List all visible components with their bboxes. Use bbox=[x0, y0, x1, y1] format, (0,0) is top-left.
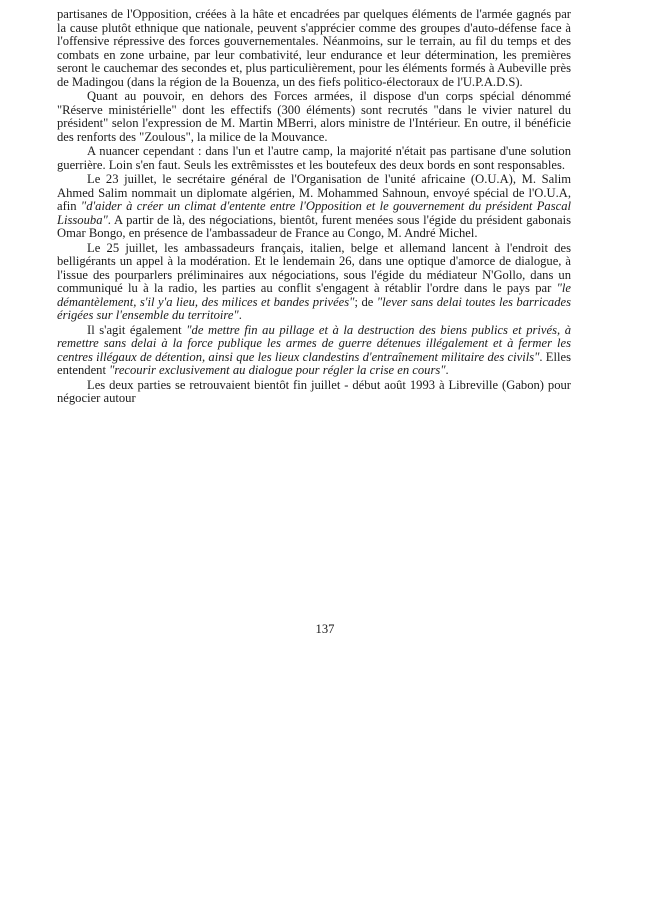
paragraph bbox=[57, 379, 571, 406]
quoted-text: "d'aider à créer un climat d'entente entre l'Opposition et le gouvernement du président Pascal Lissouba" bbox=[57, 199, 571, 227]
text-run: ; de bbox=[354, 294, 377, 309]
paragraph bbox=[57, 90, 571, 144]
text-run: . Elles entendent bbox=[57, 349, 571, 377]
text-run: partisanes de l'Opposition, créées à la hâte et encadrées par quelques éléments de l'armée gagnés par la cause plutôt ethnique que nationale, peuvent s'apprécier comme des groupes d'auto-défense face à l'offensive répressive des forces gouvernementales. Néanmoins, sur le terrain, au fil du temps et des combats en zone urbaine, par leur combativité, leur endurance et leur détermination, les premières seront le cauchemar des secondes et, plus particulièrement, pour les éléments formés à Aubeville près de Madingou (dans la région de la Bouenza, un des fiefs politico-électoraux de l'U.P.A.D.S). bbox=[57, 7, 571, 89]
paragraph bbox=[57, 173, 571, 241]
text-run: Le 25 juillet, les ambassadeurs français, italien, belge et allemand lancent à l'endroit des belligérants un appel à la modération. Et le lendemain 26, dans une optique d'amorce de dialogue, à l'issue des pourparlers préliminaires aux négociations, sous l'égide du médiateur N'Gollo, dans un communiqué lu à la radio, les parties au conflit s'engagent à rétablir l'ordre dans le pays par bbox=[57, 240, 571, 295]
paragraph bbox=[57, 242, 571, 323]
quoted-text: "de mettre fin au pillage et à la destruction des biens publics et privés, à remettre sans delai à la force publique les armes de guerre détenues illégalement et à fermer les centres illégaux de détention, ainsi que les lieux clandestins d'entraînement militaire des civils" bbox=[57, 322, 571, 364]
text-run: Quant au pouvoir, en dehors des Forces armées, il dispose d'un corps spécial dénommé "Réserve ministérielle" dont les effectifs (300 éléments) sont recrutés "dans le vivier naturel du président" selon l'expression de M. Martin MBerri, alors ministre de l'Intérieur. En outre, il bénéficie des renforts des "Zoulous", la milice de la Mouvance. bbox=[57, 89, 571, 144]
quoted-text: "lever sans delai toutes les barricades érigées sur l'ensemble du territoire" bbox=[57, 294, 572, 322]
page-number: 137 bbox=[315, 622, 335, 636]
paragraph bbox=[57, 8, 571, 89]
text-run: Il s'agit également bbox=[87, 322, 187, 337]
quoted-text: "recourir exclusivement au dialogue pour régler la crise en cours" bbox=[109, 363, 446, 377]
page-body bbox=[57, 8, 571, 406]
text-run: . A partir de là, des négociations, bientôt, furent menées sous l'égide du président gabonais Omar Bongo, en présence de l'ambassadeur de France au Congo, M. André Michel. bbox=[57, 212, 571, 240]
text-run: Les deux parties se retrouvaient bientôt fin juillet - début août 1993 à Libreville (Gabon) pour négocier autour bbox=[57, 377, 571, 405]
paragraph bbox=[57, 145, 571, 172]
text-run: . bbox=[445, 363, 449, 377]
text-run: . bbox=[238, 308, 242, 322]
quoted-text: "le démantèlement, s'il y'a lieu, des milices et bandes privées" bbox=[57, 281, 571, 309]
text-run: Le 23 juillet, le secrétaire général de l'Organisation de l'unité africaine (O.U.A), M. Salim Ahmed Salim nommait un diplomate algérien, M. Mohammed Sahnoun, envoyé spécial de l'O.U.A, afin bbox=[57, 172, 571, 213]
text-run: A nuancer cependant : dans l'un et l'autre camp, la majorité n'était pas partisane d'une solution guerrière. Loin s'en faut. Seuls les extrêmisstes et les boutefeux des deux bords en sont responsables. bbox=[57, 144, 571, 172]
paragraph bbox=[57, 324, 571, 378]
